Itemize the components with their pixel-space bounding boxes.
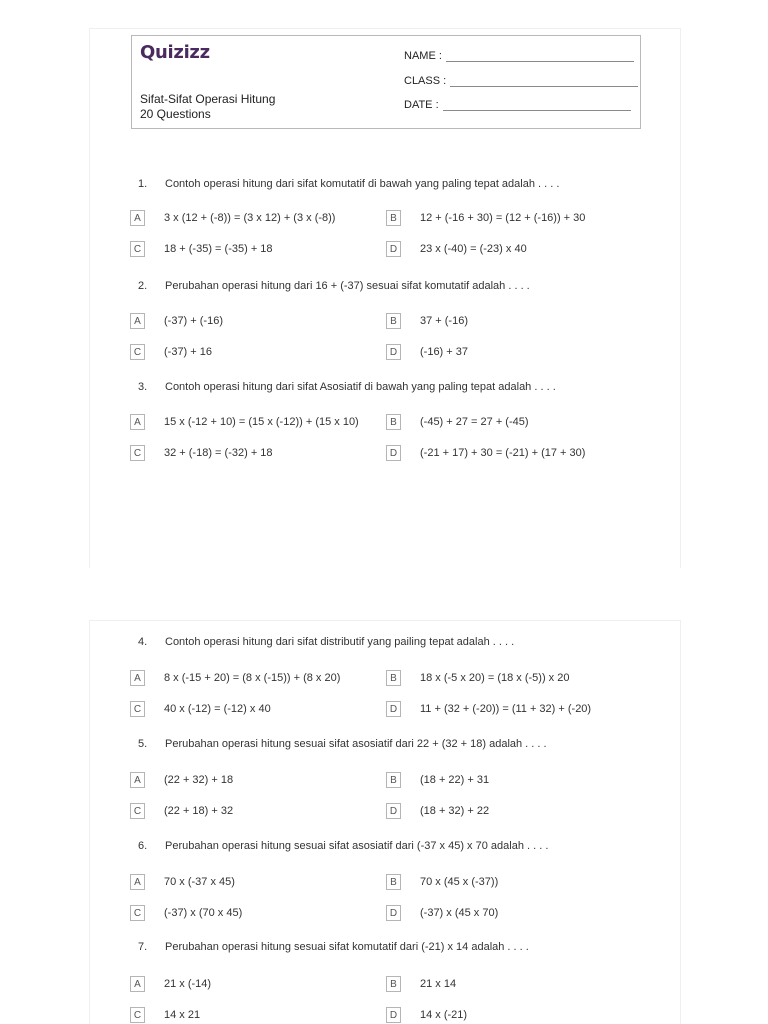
- question-text: Contoh operasi hitung dari sifat distributif yang pailing tepat adalah . . . .: [165, 636, 515, 648]
- worksheet-page-1: [89, 28, 681, 568]
- option-text: (22 + 18) + 32: [164, 805, 234, 817]
- question-number: 2.: [138, 280, 148, 292]
- option-3b[interactable]: [386, 414, 529, 430]
- option-text: 14 x 21: [164, 1009, 201, 1021]
- option-text: (-16) + 37: [420, 346, 468, 358]
- option-letter: B: [386, 772, 401, 788]
- option-1c[interactable]: [130, 241, 273, 257]
- class-label: CLASS :: [404, 75, 447, 87]
- option-letter: D: [386, 344, 401, 360]
- option-7a[interactable]: [130, 976, 211, 992]
- option-text: 14 x (-21): [420, 1009, 468, 1021]
- question-2: [138, 280, 530, 292]
- question-1: [138, 178, 559, 190]
- date-label: DATE :: [404, 99, 439, 111]
- question-number: 5.: [138, 738, 148, 750]
- option-5c[interactable]: [130, 803, 233, 819]
- option-3c[interactable]: [130, 445, 273, 461]
- question-number: 6.: [138, 840, 148, 852]
- option-6b[interactable]: [386, 874, 498, 890]
- option-text: (-37) x (70 x 45): [164, 907, 243, 919]
- question-count: 20 Questions: [140, 107, 211, 121]
- question-text: Perubahan operasi hitung sesuai sifat asosiatif dari (-37 x 45) x 70 adalah . . . .: [165, 840, 549, 852]
- option-letter: C: [130, 241, 145, 257]
- option-4b[interactable]: [386, 670, 569, 686]
- option-2a[interactable]: [130, 313, 223, 329]
- option-letter: D: [386, 803, 401, 819]
- quizizz-logo: Quizizz: [140, 42, 210, 63]
- option-text: (-37) x (45 x 70): [420, 907, 499, 919]
- option-4c[interactable]: [130, 701, 271, 717]
- option-text: (-37) + 16: [164, 346, 212, 358]
- option-7c[interactable]: [130, 1007, 200, 1023]
- option-text: 12 + (-16 + 30) = (12 + (-16)) + 30: [420, 212, 586, 224]
- option-letter: D: [386, 445, 401, 461]
- quiz-title: Sifat-Sifat Operasi Hitung: [140, 92, 276, 106]
- worksheet-header: [131, 35, 641, 129]
- option-text: (18 + 32) + 22: [420, 805, 490, 817]
- option-text: 37 + (-16): [420, 315, 468, 327]
- option-2d[interactable]: [386, 344, 468, 360]
- option-letter: C: [130, 445, 145, 461]
- option-letter: D: [386, 905, 401, 921]
- option-letter: A: [130, 976, 145, 992]
- option-3d[interactable]: [386, 445, 585, 461]
- question-7: [138, 941, 529, 953]
- option-5d[interactable]: [386, 803, 489, 819]
- option-text: 70 x (-37 x 45): [164, 876, 235, 888]
- option-text: 23 x (-40) = (-23) x 40: [420, 243, 527, 255]
- option-letter: D: [386, 241, 401, 257]
- option-1a[interactable]: [130, 210, 335, 226]
- option-letter: D: [386, 701, 401, 717]
- name-line[interactable]: [446, 52, 634, 62]
- question-6: [138, 840, 548, 852]
- question-text: Perubahan operasi hitung sesuai sifat asosiatif dari 22 + (32 + 18) adalah . . . .: [165, 738, 547, 750]
- name-field[interactable]: [404, 50, 634, 62]
- option-7d[interactable]: [386, 1007, 467, 1023]
- option-letter: B: [386, 976, 401, 992]
- option-text: 21 x (-14): [164, 978, 212, 990]
- question-text: Contoh operasi hitung dari sifat Asosiatif di bawah yang paling tepat adalah . . . .: [165, 381, 556, 393]
- option-text: 32 + (-18) = (-32) + 18: [164, 447, 273, 459]
- option-5b[interactable]: [386, 772, 489, 788]
- option-6c[interactable]: [130, 905, 242, 921]
- page-gap: [0, 568, 768, 620]
- option-text: 3 x (12 + (-8)) = (3 x 12) + (3 x (-8)): [164, 212, 336, 224]
- question-text: Contoh operasi hitung dari sifat komutatif di bawah yang paling tepat adalah . . . .: [165, 178, 560, 190]
- option-letter: A: [130, 772, 145, 788]
- name-label: NAME :: [404, 50, 442, 62]
- option-text: 15 x (-12 + 10) = (15 x (-12)) + (15 x 10): [164, 416, 359, 428]
- option-text: 40 x (-12) = (-12) x 40: [164, 703, 271, 715]
- question-5: [138, 738, 547, 750]
- option-text: 18 + (-35) = (-35) + 18: [164, 243, 273, 255]
- option-letter: B: [386, 414, 401, 430]
- date-field[interactable]: [404, 99, 631, 111]
- option-letter: C: [130, 1007, 145, 1023]
- option-text: (-45) + 27 = 27 + (-45): [420, 416, 529, 428]
- question-text: Perubahan operasi hitung dari 16 + (-37) sesuai sifat komutatif adalah . . . .: [165, 280, 530, 292]
- option-letter: A: [130, 313, 145, 329]
- option-letter: B: [386, 874, 401, 890]
- option-letter: C: [130, 344, 145, 360]
- option-letter: D: [386, 1007, 401, 1023]
- option-text: 18 x (-5 x 20) = (18 x (-5)) x 20: [420, 672, 570, 684]
- option-4d[interactable]: [386, 701, 591, 717]
- option-3a[interactable]: [130, 414, 359, 430]
- option-text: (18 + 22) + 31: [420, 774, 490, 786]
- option-text: 8 x (-15 + 20) = (8 x (-15)) + (8 x 20): [164, 672, 341, 684]
- option-5a[interactable]: [130, 772, 233, 788]
- option-text: (-21 + 17) + 30 = (-21) + (17 + 30): [420, 447, 586, 459]
- option-4a[interactable]: [130, 670, 340, 686]
- option-letter: A: [130, 210, 145, 226]
- option-6a[interactable]: [130, 874, 235, 890]
- worksheet-page-2: [89, 620, 681, 1024]
- question-number: 4.: [138, 636, 148, 648]
- option-text: (-37) + (-16): [164, 315, 223, 327]
- option-2c[interactable]: [130, 344, 212, 360]
- question-number: 1.: [138, 178, 148, 190]
- question-number: 3.: [138, 381, 148, 393]
- option-text: 70 x (45 x (-37)): [420, 876, 499, 888]
- class-field[interactable]: [404, 75, 638, 87]
- option-2b[interactable]: [386, 313, 468, 329]
- question-number: 7.: [138, 941, 148, 953]
- option-letter: C: [130, 803, 145, 819]
- option-letter: A: [130, 874, 145, 890]
- option-text: 21 x 14: [420, 978, 457, 990]
- option-letter: B: [386, 313, 401, 329]
- question-3: [138, 381, 556, 393]
- date-line[interactable]: [443, 101, 631, 111]
- option-letter: C: [130, 701, 145, 717]
- option-letter: B: [386, 670, 401, 686]
- option-letter: A: [130, 670, 145, 686]
- option-letter: B: [386, 210, 401, 226]
- option-text: 11 + (32 + (-20)) = (11 + 32) + (-20): [420, 703, 592, 715]
- option-7b[interactable]: [386, 976, 456, 992]
- option-1d[interactable]: [386, 241, 527, 257]
- option-letter: C: [130, 905, 145, 921]
- class-line[interactable]: [450, 77, 638, 87]
- option-letter: A: [130, 414, 145, 430]
- option-1b[interactable]: [386, 210, 585, 226]
- option-text: (22 + 32) + 18: [164, 774, 234, 786]
- question-text: Perubahan operasi hitung sesuai sifat komutatif dari (-21) x 14 adalah . . . .: [165, 941, 529, 953]
- question-4: [138, 636, 514, 648]
- option-6d[interactable]: [386, 905, 498, 921]
